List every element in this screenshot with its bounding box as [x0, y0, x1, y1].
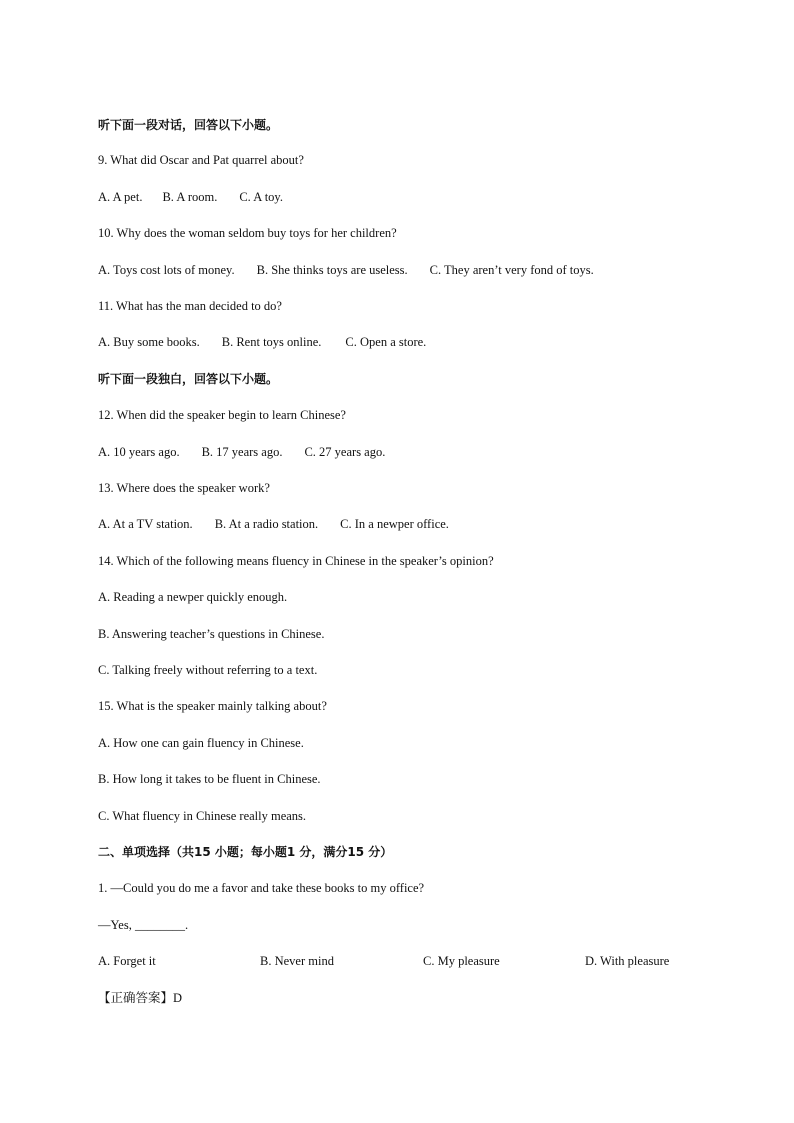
q10-option-b: B. She thinks toys are useless. — [256, 263, 408, 277]
q15-option-c: C. What fluency in Chinese really means. — [98, 809, 307, 823]
p2q1-option-c: C. My pleasure — [423, 954, 500, 968]
q10-option-c: C. They aren’t very fond of toys. — [429, 263, 594, 277]
part2-question-1-reply: —Yes, ________. — [98, 918, 189, 932]
q13-option-a: A. At a TV station. — [98, 517, 193, 531]
part2-question-1-options — [98, 953, 698, 969]
question-12-stem: 12. When did the speaker begin to learn Chinese? — [98, 408, 346, 422]
dialogue-section-header: 听下面一段对话，回答以下小题。 — [98, 118, 279, 132]
q9-option-b: B. A room. — [162, 190, 218, 204]
q14-option-a: A. Reading a newper quickly enough. — [98, 590, 288, 604]
q15-option-a: A. How one can gain fluency in Chinese. — [98, 736, 304, 750]
q11-option-a: A. Buy some books. — [98, 335, 200, 349]
q12-option-b: B. 17 years ago. — [201, 445, 283, 459]
question-9-options — [98, 189, 283, 205]
question-12-options — [98, 444, 385, 460]
question-15-stem: 15. What is the speaker mainly talking about? — [98, 699, 327, 713]
question-9-stem: 9. What did Oscar and Pat quarrel about? — [98, 153, 304, 167]
q11-option-b: B. Rent toys online. — [221, 335, 322, 349]
q11-option-c: C. Open a store. — [345, 335, 427, 349]
p2q1-option-d: D. With pleasure — [585, 954, 670, 968]
q13-option-b: B. At a radio station. — [214, 517, 319, 531]
p2q1-option-a: A. Forget it — [98, 954, 156, 968]
q9-option-c: C. A toy. — [239, 190, 283, 204]
q13-option-c: C. In a newper office. — [340, 517, 449, 531]
question-10-options — [98, 262, 594, 278]
q14-option-c: C. Talking freely without referring to a text. — [98, 663, 318, 677]
q10-option-a: A. Toys cost lots of money. — [98, 263, 235, 277]
correct-answer: 【正确答案】D — [98, 991, 183, 1005]
question-11-stem: 11. What has the man decided to do? — [98, 299, 282, 313]
question-11-options — [98, 334, 426, 350]
question-10-stem: 10. Why does the woman seldom buy toys for her children? — [98, 226, 397, 240]
q15-option-b: B. How long it takes to be fluent in Chinese. — [98, 772, 321, 786]
monologue-section-header: 听下面一段独白，回答以下小题。 — [98, 372, 279, 386]
p2q1-option-b: B. Never mind — [260, 954, 334, 968]
q14-option-b: B. Answering teacher’s questions in Chinese. — [98, 627, 325, 641]
question-13-stem: 13. Where does the speaker work? — [98, 481, 270, 495]
part2-question-1-stem: 1. —Could you do me a favor and take these books to my office? — [98, 881, 425, 895]
q12-option-c: C. 27 years ago. — [304, 445, 386, 459]
q12-option-a: A. 10 years ago. — [98, 445, 180, 459]
part2-section-header: 二、单项选择（共15 小题；每小题1 分，满分15 分） — [98, 845, 393, 859]
question-13-options — [98, 516, 449, 532]
q9-option-a: A. A pet. — [98, 190, 143, 204]
question-14-stem: 14. Which of the following means fluency in Chinese in the speaker’s opinion? — [98, 554, 494, 568]
